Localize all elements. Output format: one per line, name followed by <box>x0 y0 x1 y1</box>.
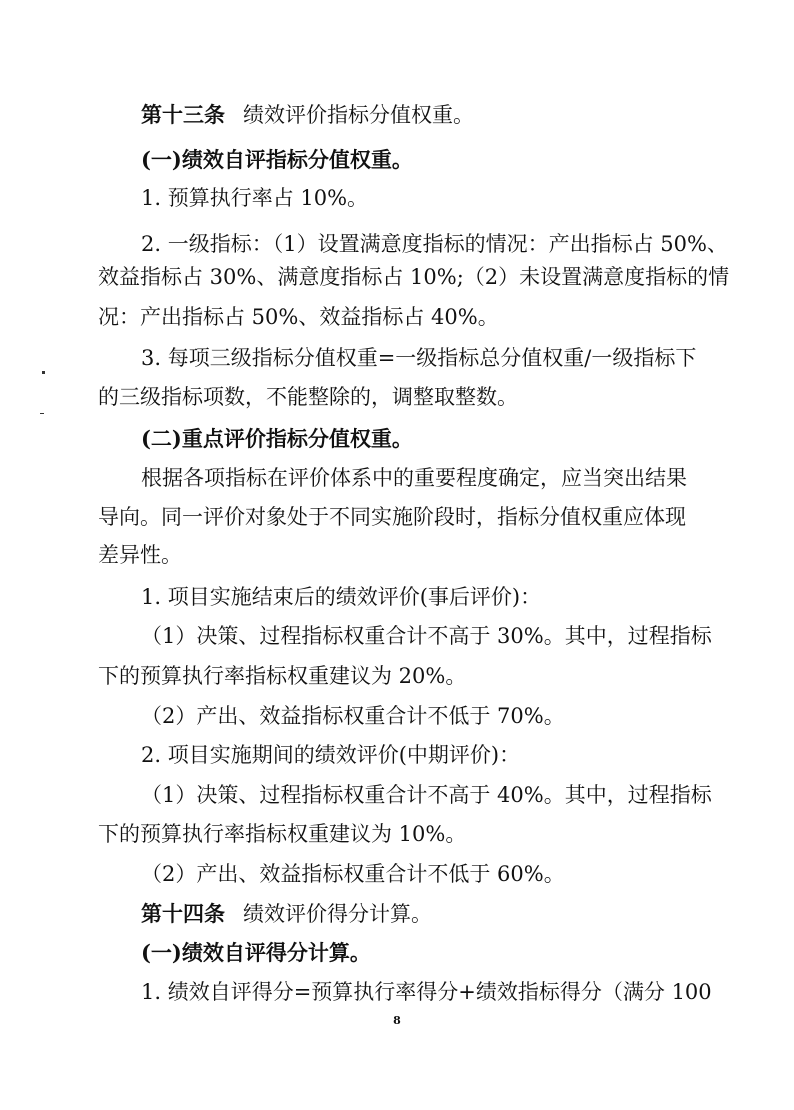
section-2-para-line-1: 根据各项指标在评价体系中的重要程度确定，应当突出结果 <box>141 466 687 490</box>
section-1-heading: (一)绩效自评指标分值权重。 <box>141 147 413 172</box>
section-1-item-3-line-2: 的三级指标项数，不能整除的，调整取整数。 <box>98 385 518 409</box>
section-2-item-1: 1. 项目实施结束后的绩效评价(事后评价)： <box>141 585 542 609</box>
page-number: 8 <box>393 1014 401 1027</box>
section-2-item-2: 2. 项目实施期间的绩效评价(中期评价)： <box>141 743 521 767</box>
section-1-item-2-line-1: 2. 一级指标：（1）设置满意度指标的情况：产出指标占 50%、 <box>141 232 728 256</box>
section-2-item-1-sub-1-line-1: （1）决策、过程指标权重合计不高于 30%。其中，过程指标 <box>141 624 712 648</box>
scan-speck <box>42 371 45 374</box>
section-1-item-2-line-2: 效益指标占 30%、满意度指标占 10%;（2）未设置满意度指标的情 <box>98 265 730 289</box>
article-14-number: 第十四条 <box>141 901 225 926</box>
section-3-item-1: 1. 绩效自评得分=预算执行率得分+绩效指标得分（满分 100 <box>141 980 712 1004</box>
article-14-heading <box>141 899 698 929</box>
section-2-para-line-3: 差异性。 <box>98 543 182 567</box>
article-13-title: 绩效评价指标分值权重。 <box>243 103 474 127</box>
section-2-item-2-sub-2: （2）产出、效益指标权重合计不低于 60%。 <box>141 862 565 886</box>
section-2-item-1-sub-2: （2）产出、效益指标权重合计不低于 70%。 <box>141 704 565 728</box>
section-2-heading: (二)重点评价指标分值权重。 <box>141 426 413 451</box>
section-1-item-2-line-3: 况：产出指标占 50%、效益指标占 40%。 <box>98 305 499 329</box>
section-2-para-line-2: 导向。同一评价对象处于不同实施阶段时，指标分值权重应体现 <box>98 505 686 529</box>
article-14-title: 绩效评价得分计算。 <box>243 902 432 926</box>
article-13-heading <box>141 100 698 130</box>
section-2-item-2-sub-1-line-2: 下的预算执行率指标权重建议为 10%。 <box>98 822 467 846</box>
section-2-item-2-sub-1-line-1: （1）决策、过程指标权重合计不高于 40%。其中，过程指标 <box>141 783 712 807</box>
section-1-item-1: 1. 预算执行率占 10%。 <box>141 186 369 210</box>
section-3-heading: (一)绩效自评得分计算。 <box>141 940 371 965</box>
article-13-number: 第十三条 <box>141 102 225 127</box>
scan-speck <box>40 413 44 414</box>
section-1-item-3-line-1: 3. 每项三级指标分值权重=一级指标总分值权重/一级指标下 <box>141 346 697 370</box>
section-2-item-1-sub-1-line-2: 下的预算执行率指标权重建议为 20%。 <box>98 664 467 688</box>
